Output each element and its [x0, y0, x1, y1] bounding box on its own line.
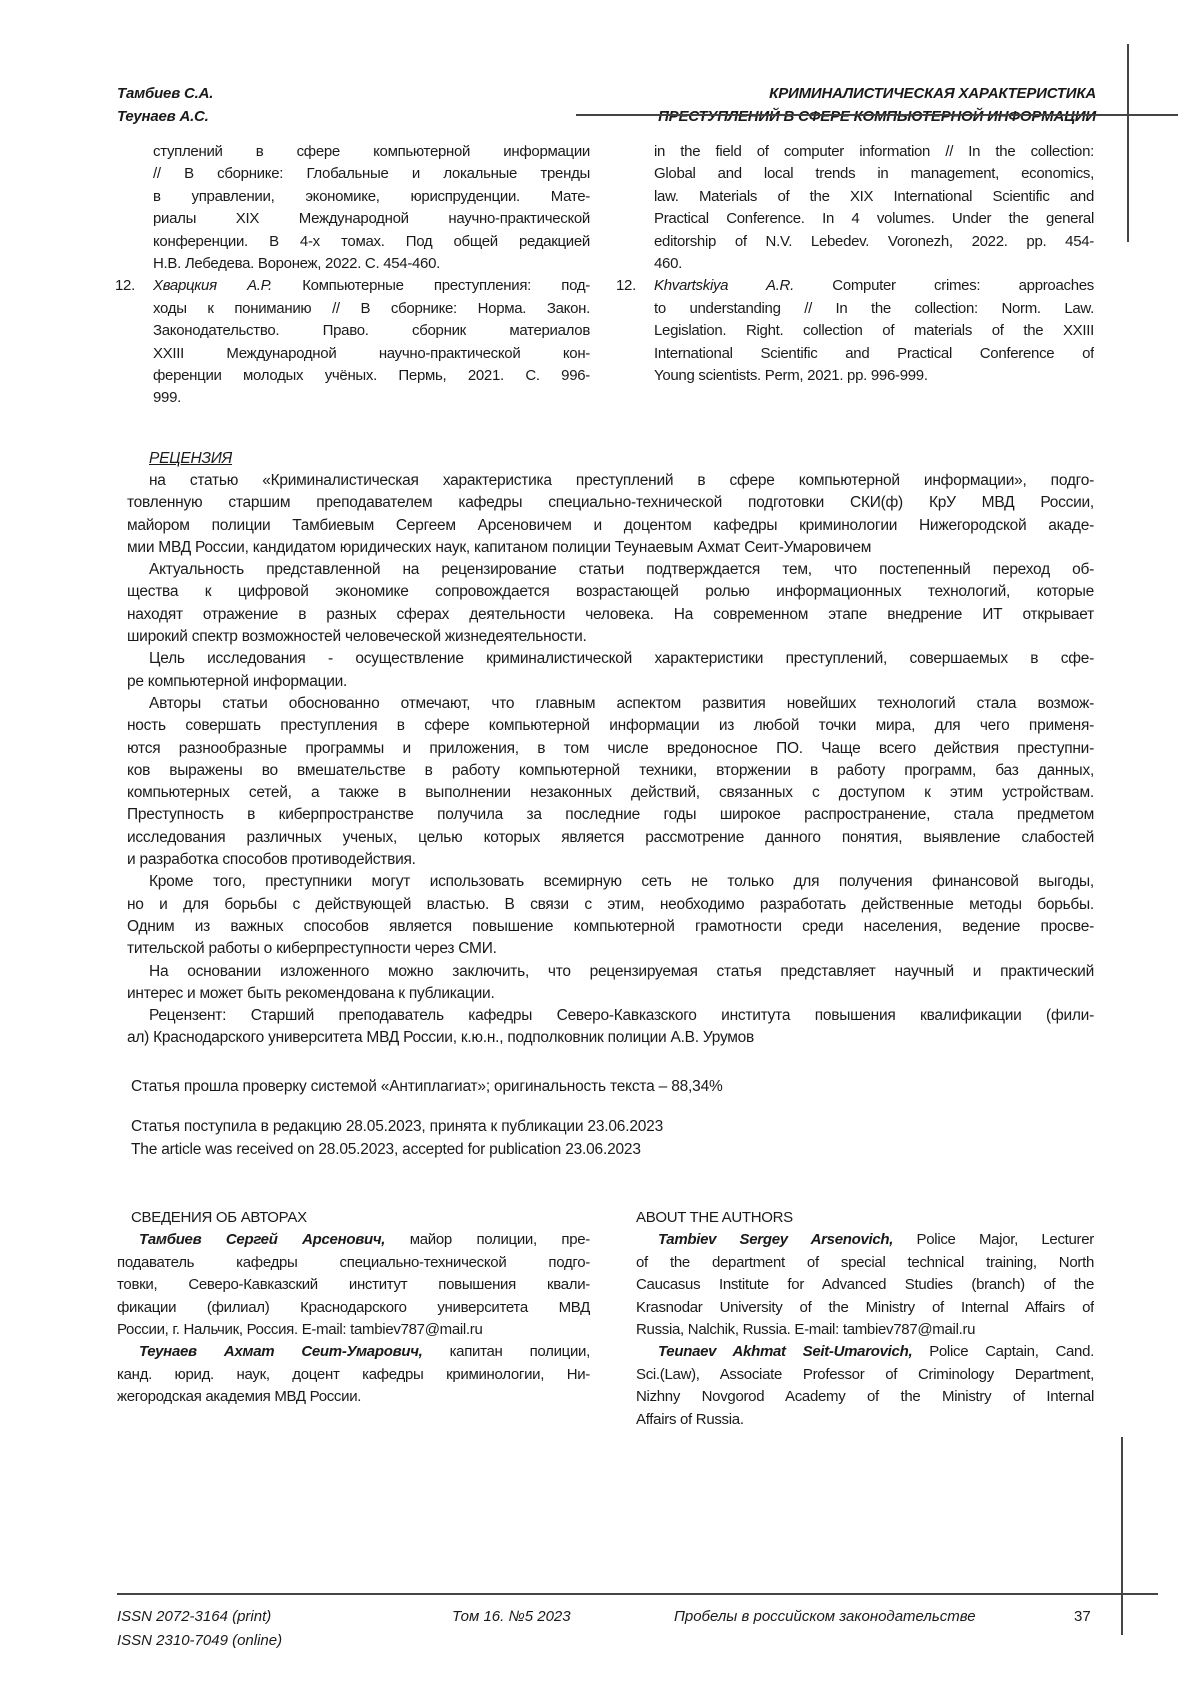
reference-line: to understanding // In the collection: Norm. Law. [654, 298, 1094, 320]
review-line: тительской работы о киберпреступности через СМИ. [127, 938, 1094, 960]
author-text: майор полиции, пре- [385, 1231, 590, 1248]
header-author: Тамбиев С.А. [117, 82, 213, 105]
dates-en: The article was received on 28.05.2023, accepted for publication 23.06.2023 [131, 1138, 641, 1161]
issn-print: ISSN 2072-3164 (print) [117, 1605, 271, 1629]
header-vertical-rule [1127, 44, 1129, 242]
author-line [636, 1229, 1094, 1251]
reference-line: риалы XIX Международной научно-практической [153, 208, 590, 230]
review-line: Актуальность представленной на рецензирование статьи подтверждается тем, что постепенный переход об- [127, 559, 1094, 581]
review-line: майором полиции Тамбиевым Сергеем Арсеновичем и доцентом кафедры криминологии Нижегородской акаде- [127, 515, 1094, 537]
page-number: 37 [1074, 1605, 1091, 1629]
author-line: Caucasus Institute for Advanced Studies (branch) of the [636, 1274, 1094, 1296]
reference-line: Н.В. Лебедева. Воронеж, 2022. С. 454-460. [153, 253, 590, 275]
review-line: ются разнообразные программы и приложения, в том числе вредоносное ПО. Чаще всего действия преступни- [127, 738, 1094, 760]
reference-author: Хварцкия А.Р. [153, 277, 272, 294]
reference-line [153, 275, 590, 297]
reference-line: in the field of computer information // In the collection: [654, 141, 1094, 163]
reference-number: 12. [616, 275, 636, 297]
header-title-line: КРИМИНАЛИСТИЧЕСКАЯ ХАРАКТЕРИСТИКА [658, 82, 1096, 105]
author-line: Sci.(Law), Associate Professor of Criminology Department, [636, 1364, 1094, 1386]
reference-line: // В сборнике: Глобальные и локальные тренды [153, 163, 590, 185]
review-line: на статью «Криминалистическая характеристика преступлений в сфере компьютерной информации», подго- [127, 470, 1094, 492]
reference-line: 460. [654, 253, 1094, 275]
reference-line: Legislation. Right. collection of materials of the XXIII [654, 320, 1094, 342]
review-line: Цель исследования - осуществление криминалистической характеристики преступлений, совершаемых в сфе- [127, 648, 1094, 670]
reference-number: 12. [115, 275, 135, 297]
review-line: мии МВД России, кандидатом юридических наук, капитаном полиции Теунаевым Ахмат Сеит-Умаровичем [127, 537, 1094, 559]
reference-line [654, 275, 1094, 297]
review-line: компьютерных сетей, а также в выполнении незаконных действий, связанных с доступом к этим устройствам. [127, 782, 1094, 804]
authors-ru [117, 1207, 590, 1409]
reference-line: International Scientific and Practical Conference of [654, 343, 1094, 365]
reference-text: Компьютерные преступления: под- [272, 277, 590, 294]
header-author: Теунаев А.С. [117, 105, 213, 128]
volume-issue: Том 16. №5 2023 [452, 1605, 571, 1629]
running-head-authors [117, 82, 213, 128]
author-line: Krasnodar University of the Ministry of Internal Affairs of [636, 1297, 1094, 1319]
author-text: капитан полиции, [423, 1343, 590, 1360]
review-line: Авторы статьи обоснованно отмечают, что главным аспектом развития новейших технологий стала возмож- [127, 693, 1094, 715]
header-title-line: ПРЕСТУПЛЕНИЙ В СФЕРЕ КОМПЬЮТЕРНОЙ ИНФОРМАЦИИ [658, 105, 1096, 128]
author-line [636, 1341, 1094, 1363]
review-line: ность совершать преступления в сфере компьютерной информации из любой точки мира, для чего применя- [127, 715, 1094, 737]
reference-line: XXIII Международной научно-практической кон- [153, 343, 590, 365]
review-line: интерес и может быть рекомендована к публикации. [127, 983, 1094, 1005]
author-name: Teunaev Akhmat Seit-Umarovich, [658, 1343, 912, 1360]
reference-line: ференции молодых учёных. Пермь, 2021. С. 996- [153, 365, 590, 387]
author-line: России, г. Нальчик, Россия. E-mail: tambiev787@mail.ru [117, 1319, 590, 1341]
reference-line: ходы к пониманию // В сборнике: Норма. Закон. [153, 298, 590, 320]
review-line: щества к цифровой экономике сопровождается возрастающей ролью информационных технологий, которые [127, 581, 1094, 603]
references-en [654, 141, 1094, 387]
review-line: и разработка способов противодействия. [127, 849, 1094, 871]
reference-line: ступлений в сфере компьютерной информации [153, 141, 590, 163]
review-heading: РЕЦЕНЗИЯ [149, 447, 232, 470]
reference-text: Computer crimes: approaches [794, 277, 1094, 294]
reference-line: law. Materials of the XIX International Scientific and [654, 186, 1094, 208]
review-line: На основании изложенного можно заключить, что рецензируемая статья представляет научный и практический [127, 961, 1094, 983]
reference-line: Global and local trends in management, economics, [654, 163, 1094, 185]
dates-ru: Статья поступила в редакцию 28.05.2023, принята к публикации 23.06.2023 [131, 1115, 663, 1138]
authors-heading: ABOUT THE AUTHORS [636, 1207, 1094, 1229]
footer-divider [117, 1593, 1158, 1595]
author-line: канд. юрид. наук, доцент кафедры криминологии, Ни- [117, 1364, 590, 1386]
header-divider [576, 114, 1178, 116]
review-line: ре компьютерной информации. [127, 671, 1094, 693]
author-name: Тамбиев Сергей Арсенович, [139, 1231, 385, 1248]
footer-vertical-rule [1121, 1437, 1123, 1635]
antiplagiat-note: Статья прошла проверку системой «Антиплагиат»; оригинальность текста – 88,34% [131, 1075, 723, 1098]
reference-line: editorship of N.V. Lebedev. Voronezh, 2022. pp. 454- [654, 231, 1094, 253]
reference-line: 999. [153, 387, 590, 409]
reference-line: в управлении, экономике, юриспруденции. Мате- [153, 186, 590, 208]
reference-line: Practical Conference. In 4 volumes. Under the general [654, 208, 1094, 230]
author-line: жегородская академия МВД России. [117, 1386, 590, 1408]
author-line: Russia, Nalchik, Russia. E-mail: tambiev787@mail.ru [636, 1319, 1094, 1341]
author-line [117, 1341, 590, 1363]
reference-line: конференции. В 4-х томах. Под общей редакцией [153, 231, 590, 253]
reference-author: Khvartskiya A.R. [654, 277, 794, 294]
review-line: Рецензент: Старший преподаватель кафедры Северо-Кавказского института повышения квалификации (фили- [127, 1005, 1094, 1027]
reference-line: Законодательство. Право. сборник материалов [153, 320, 590, 342]
running-head-title [658, 82, 1096, 128]
review-line: Кроме того, преступники могут использовать всемирную сеть не только для получения финансовой выгоды, [127, 871, 1094, 893]
journal-title: Пробелы в российском законодательстве [674, 1605, 976, 1629]
author-line: of the department of special technical training, North [636, 1252, 1094, 1274]
author-text: Police Captain, Cand. [912, 1343, 1094, 1360]
author-name: Теунаев Ахмат Сеит-Умарович, [139, 1343, 423, 1360]
author-line: подаватель кафедры специально-технической подго- [117, 1252, 590, 1274]
authors-heading: СВЕДЕНИЯ ОБ АВТОРАХ [117, 1207, 590, 1229]
review-line: товленную старшим преподавателем кафедры специально-технической подготовки СКИ(ф) КрУ МВД России, [127, 492, 1094, 514]
review-line: находят отражение в разных сферах деятельности человека. На современном этапе внедрение ИТ открывает [127, 604, 1094, 626]
author-line: фикации (филиал) Краснодарского университета МВД [117, 1297, 590, 1319]
review-line: широкий спектр возможностей человеческой жизнедеятельности. [127, 626, 1094, 648]
authors-en [636, 1207, 1094, 1431]
issn-online: ISSN 2310-7049 (online) [117, 1629, 282, 1653]
review-line: ал) Краснодарского университета МВД России, к.ю.н., подполковник полиции А.В. Урумов [127, 1027, 1094, 1049]
author-line: Nizhny Novgorod Academy of the Ministry of Internal [636, 1386, 1094, 1408]
review-line: исследования различных ученых, целью которых является рассмотрение данного понятия, выявление слабостей [127, 827, 1094, 849]
review-line: Одним из важных способов является повышение компьютерной грамотности среди населения, ведение просве- [127, 916, 1094, 938]
author-text: Police Major, Lecturer [893, 1231, 1094, 1248]
review-line: но и для борьбы с действующей властью. В связи с этим, необходимо разработать действенные методы борьбы. [127, 894, 1094, 916]
references-ru [153, 141, 590, 410]
author-line: товки, Северо-Кавказский институт повышения квали- [117, 1274, 590, 1296]
review-body [127, 470, 1094, 1050]
reference-line: Young scientists. Perm, 2021. pp. 996-999. [654, 365, 1094, 387]
review-line: Преступность в киберпространстве получила за последние годы широкое распространение, стала предметом [127, 804, 1094, 826]
author-line: Affairs of Russia. [636, 1409, 1094, 1431]
author-line [117, 1229, 590, 1251]
author-name: Tambiev Sergey Arsenovich, [658, 1231, 893, 1248]
review-line: ков выражены во вмешательстве в работу компьютерной техники, вторжении в работу программ, баз данных, [127, 760, 1094, 782]
